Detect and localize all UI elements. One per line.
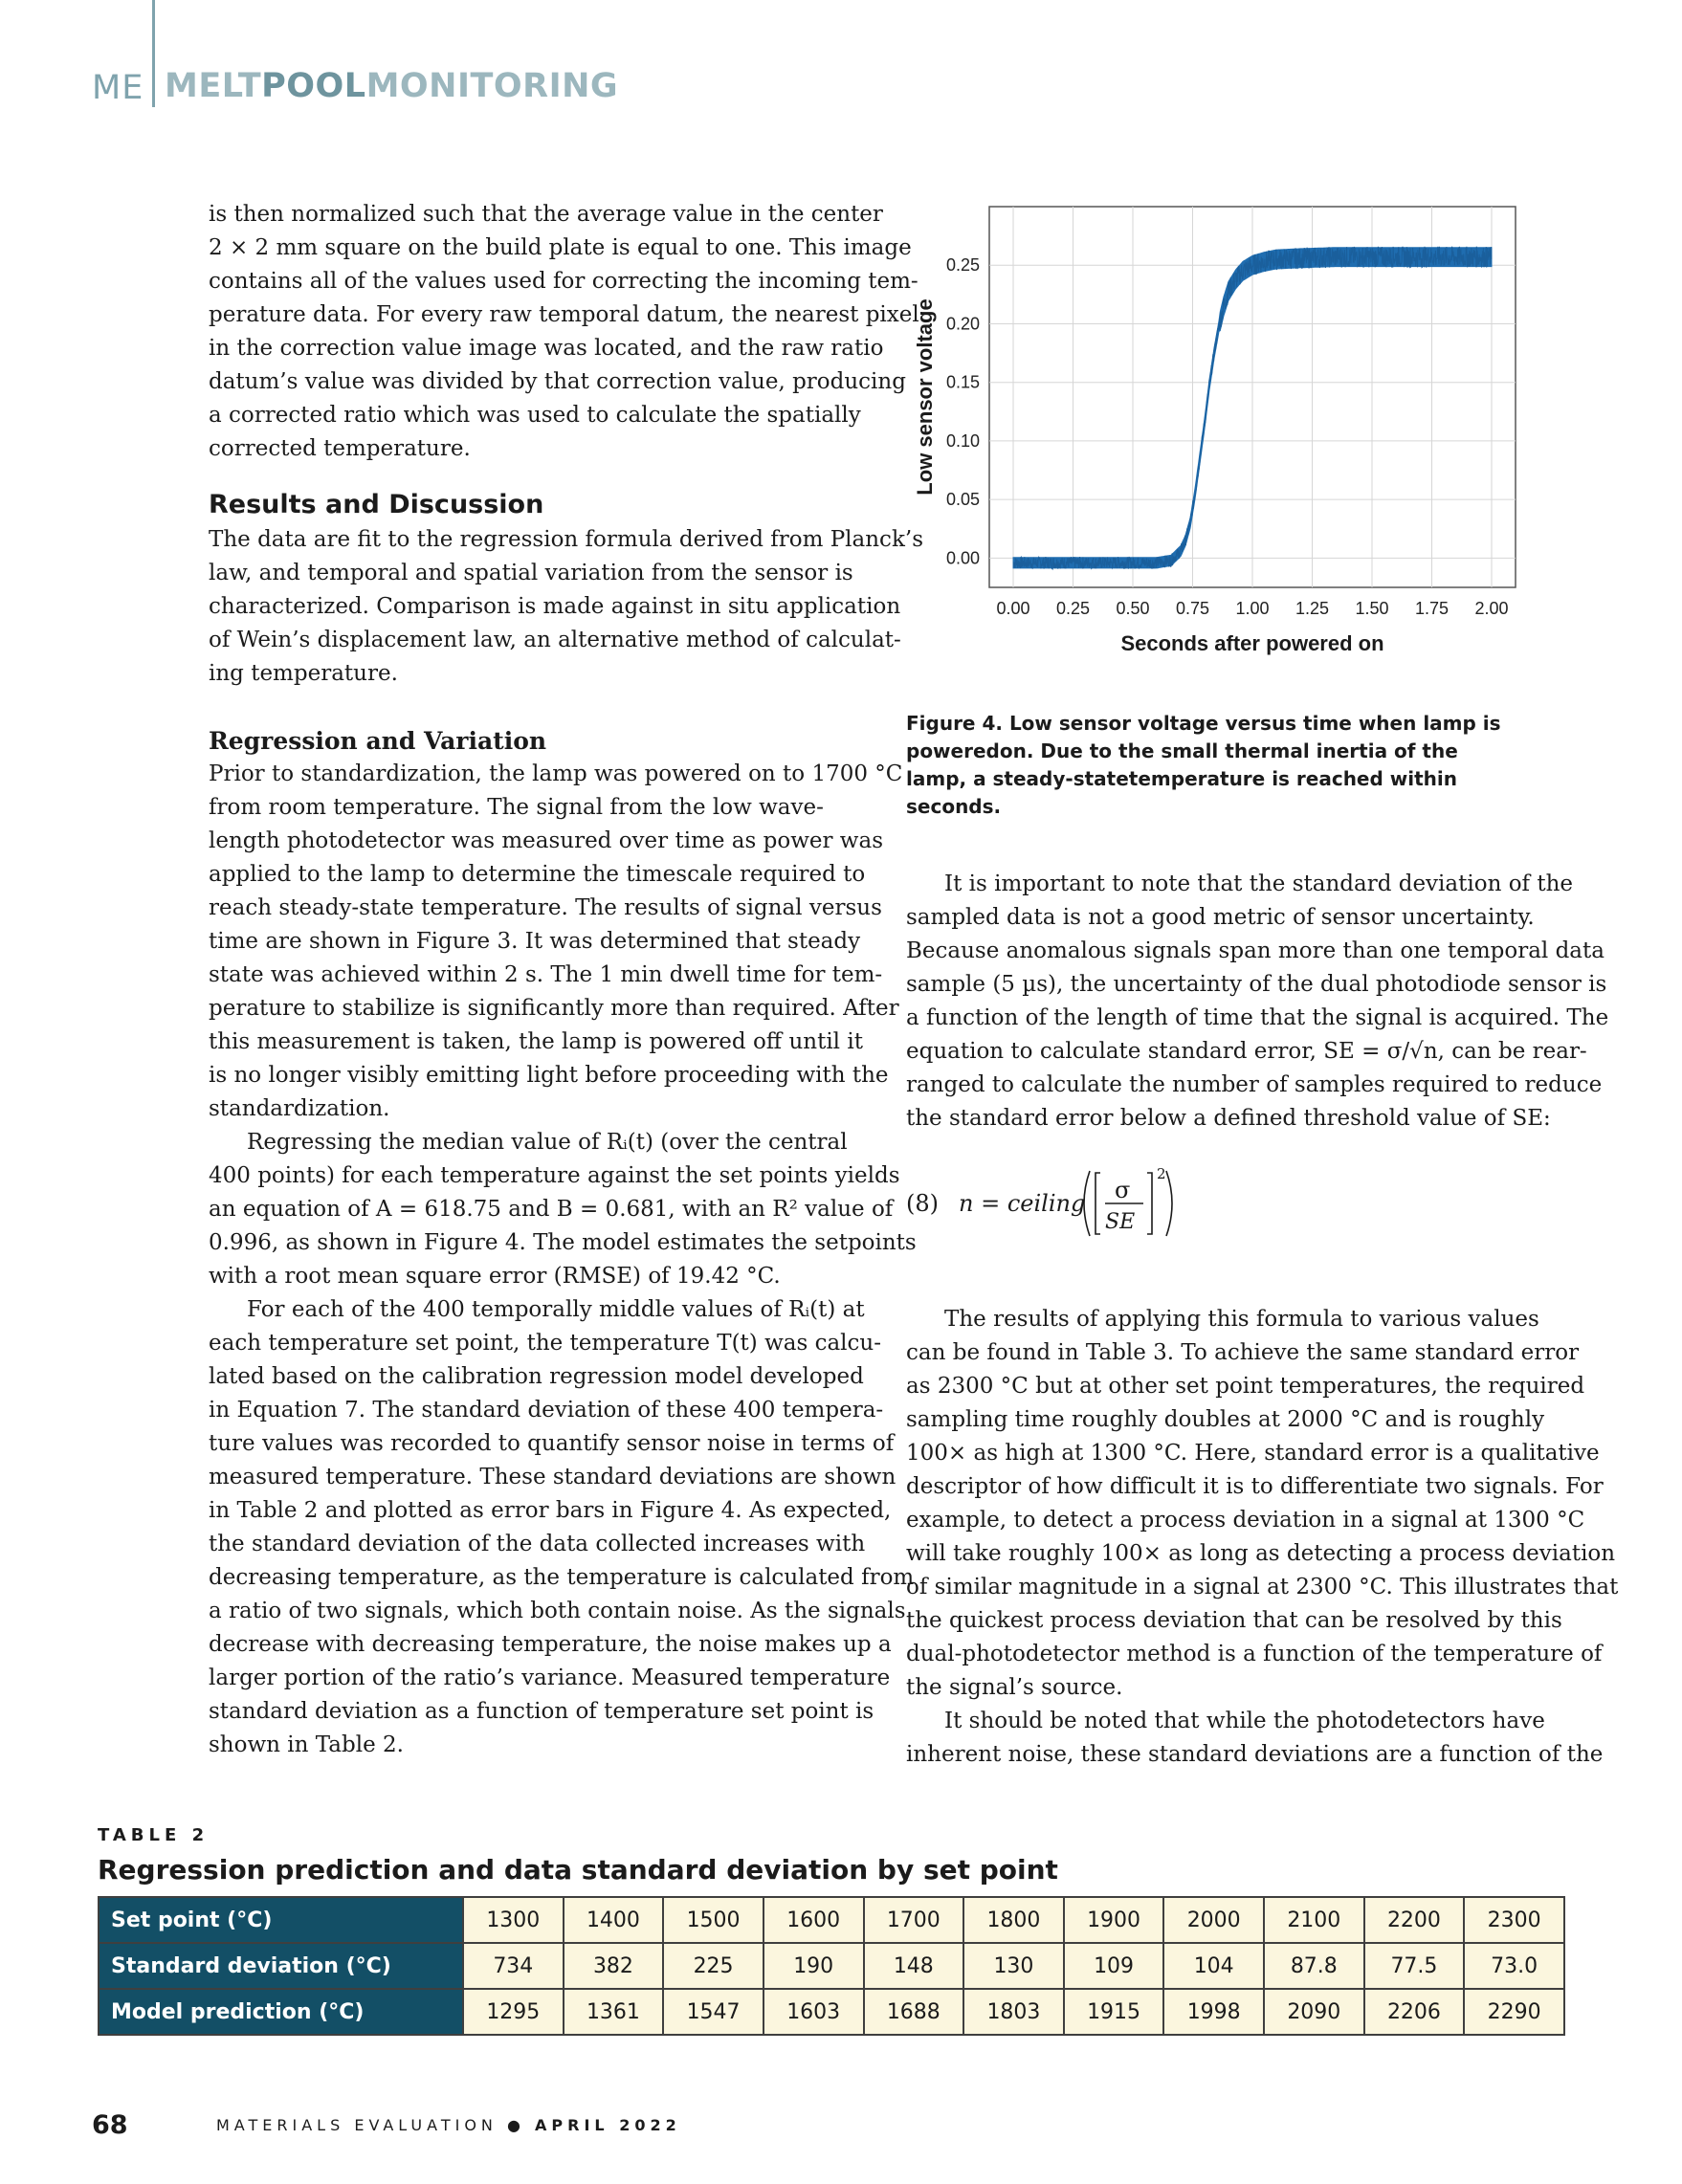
text-line: characterized. Comparison is made against in situ application [209,594,901,619]
text-line: the standard error below a defined threshold value of SE: [906,1106,1551,1131]
text-line: in the correction value image was located, and the raw ratio [209,336,884,361]
text-line: contains all of the values used for correcting the incoming tem- [209,269,918,294]
table-cell: 1915 [1064,1989,1164,2035]
text-line: the quickest process deviation that can be resolved by this [906,1608,1562,1633]
text-line: The results of applying this formula to various values [944,1307,1539,1332]
text-line: 100× as high at 1300 °C. Here, standard error is a qualitative [906,1441,1600,1466]
y-tick-label: 0.10 [945,430,980,451]
text-line: reach steady-state temperature. The results of signal versus [209,895,882,920]
text-line: in Table 2 and plotted as error bars in Figure 4. As expected, [209,1498,892,1523]
text-line: For each of the 400 temporally middle values of Rᵢ(t) at [247,1297,865,1322]
table-tag: TABLE 2 [98,1825,210,1845]
right-paragraph-2 [906,1303,1619,1705]
right-paragraph-3 [906,1705,1604,1772]
table-row [99,1943,1564,1989]
y-tick-label: 0.00 [945,548,980,568]
intro-paragraph [209,198,919,466]
text-line: a corrected ratio which was used to calculate the spatially [209,403,861,428]
table-cell: 190 [764,1943,864,1989]
heading-regression: Regression and Variation [209,727,547,755]
text-line: ranged to calculate the number of samples required to reduce [906,1072,1603,1097]
table-cell: 1603 [764,1989,864,2035]
table-cell: 734 [463,1943,564,1989]
table-cell: 2300 [1464,1897,1564,1943]
denominator-se: SE [1105,1210,1136,1234]
text-line: applied to the lamp to determine the timescale required to [209,862,866,887]
table-cell: 382 [564,1943,664,1989]
text-line: is no longer visibly emitting light before proceeding with the [209,1063,889,1088]
row-header: Set point (°C) [99,1897,463,1943]
text-line: perature to stabilize is significantly more than required. After [209,996,899,1021]
left-column [209,198,923,1762]
text-line: sampling time roughly doubles at 2000 °C and is roughly [906,1407,1545,1432]
x-tick-label: 1.50 [1355,599,1389,618]
text-line: temperature is reached within seconds. [906,767,1457,818]
text-line: lated based on the calibration regression model developed [209,1364,864,1389]
text-line: sampled data is not a good metric of sensor uncertainty. [906,905,1535,930]
text-line: in Equation 7. The standard deviation of these 400 tempera- [209,1398,884,1423]
text-line: shown in Table 2. [209,1732,404,1757]
text-line: example, to detect a process deviation in a signal at 1300 °C [906,1508,1585,1533]
table-cell: 1400 [564,1897,664,1943]
table-cell: 1700 [864,1897,964,1943]
table-2 [98,1896,1565,2036]
table-cell: 73.0 [1464,1943,1564,1989]
table-cell: 1500 [663,1897,764,1943]
table-cell: 1600 [764,1897,864,1943]
table-cell: 225 [663,1943,764,1989]
journal-footer: MATERIALS EVALUATION ● APRIL 2022 [216,2116,681,2134]
text-line: as 2300 °C but at other set point temperatures, the required [906,1374,1585,1399]
regression-paragraph-1 [209,758,903,1126]
text-line: It is important to note that the standard deviation of the [944,871,1574,896]
table-cell: 87.8 [1264,1943,1364,1989]
table-cell: 1998 [1163,1989,1264,2035]
table-cell: 1361 [564,1989,664,2035]
equation-number: (8) [906,1190,939,1217]
x-tick-label: 1.25 [1295,599,1330,618]
text-line: datum’s value was divided by that correction value, producing [209,369,906,394]
y-tick-label: 0.05 [945,490,980,510]
x-tick-label: 0.50 [1116,599,1150,618]
heading-results: Results and Discussion [209,490,544,519]
table-cell: 2200 [1364,1897,1465,1943]
text-line: ing temperature. [209,661,398,686]
figure-4-chart [899,191,1550,670]
x-tick-label: 0.75 [1175,599,1210,618]
text-line: dual-photodetector method is a function of the temperature of [906,1642,1603,1666]
text-line: inherent noise, these standard deviations are a function of the [906,1742,1604,1767]
text-line: measured temperature. These standard deviations are shown [209,1465,896,1489]
table-cell: 109 [1064,1943,1164,1989]
text-line: Because anomalous signals span more than one temporal data [906,938,1605,963]
y-tick-label: 0.25 [945,255,980,276]
text-line: can be found in Table 3. To achieve the same standard error [906,1340,1580,1365]
table-cell: 148 [864,1943,964,1989]
text-line: Regressing the median value of Rᵢ(t) (over the central [247,1130,848,1155]
table-cell: 1688 [864,1989,964,2035]
table-cell: 2206 [1364,1989,1465,2035]
text-line: length photodetector was measured over time as power was [209,828,884,853]
text-line: 0.996, as shown in Figure 4. The model estimates the setpoints [209,1230,917,1255]
text-line: a ratio of two signals, which both contain noise. As the signals [209,1599,906,1623]
text-line: decreasing temperature, as the temperature is calculated from [209,1565,915,1590]
x-tick-label: 0.25 [1055,599,1091,618]
text-line: decrease with decreasing temperature, the noise makes up a [209,1632,892,1657]
table-cell: 104 [1163,1943,1264,1989]
section-code: ME [92,69,144,107]
right-paren [1166,1171,1172,1236]
y-axis-label: Low sensor voltage [913,298,937,496]
table-cell: 2100 [1264,1897,1364,1943]
text-line: larger portion of the ratio’s variance. Measured temperature [209,1666,891,1690]
table-cell: 77.5 [1364,1943,1465,1989]
right-column-top [906,868,1609,1136]
text-line: It should be noted that while the photodetectors have [944,1709,1545,1733]
section-title: MELTPOOLMONITORING [165,67,619,105]
regression-paragraph-3 [209,1293,915,1762]
text-line: will take roughly 100× as long as detecting a process deviation [906,1541,1616,1566]
text-line: a function of the length of time that the signal is acquired. The [906,1005,1609,1030]
table-cell: 1803 [963,1989,1064,2035]
text-line: standardization. [209,1096,390,1121]
page-number: 68 [92,2110,128,2140]
text-line: with a root mean square error (RMSE) of 19.42 °C. [209,1264,781,1289]
text-line: state was achieved within 2 s. The 1 min dwell time for tem- [209,962,883,987]
numerator-sigma: σ [1115,1177,1131,1203]
x-tick-label: 1.75 [1414,599,1450,618]
header-rule [152,0,155,107]
text-line: of similar magnitude in a signal at 2300 °C. This illustrates that [906,1575,1619,1599]
table-cell: 130 [963,1943,1064,1989]
table-cell: 1547 [663,1989,764,2035]
table-title: Regression prediction and data standard deviation by set point [98,1854,1058,1886]
text-line: descriptor of how difficult it is to differentiate two signals. For [906,1474,1604,1499]
text-line: 400 points) for each temperature against the set points yields [209,1163,900,1188]
text-line: Prior to standardization, the lamp was powered on to 1700 °C [209,761,903,786]
results-paragraph [209,523,923,691]
text-line: is then normalized such that the average value in the center [209,202,883,227]
regression-paragraph-2 [209,1126,917,1293]
text-line: law, and temporal and spatial variation from the sensor is [209,561,853,585]
right-paragraph-1 [906,868,1609,1136]
figure-caption [906,710,1518,821]
text-line: each temperature set point, the temperature T(t) was calcu- [209,1331,882,1356]
text-line: perature data. For every raw temporal datum, the nearest pixel [209,302,919,327]
right-column-bottom [906,1303,1619,1772]
text-line: from room temperature. The signal from the low wave- [209,795,824,820]
text-line: the standard deviation of the data collected increases with [209,1532,866,1556]
text-line: ture values was recorded to quantify sensor noise in terms of [209,1431,895,1456]
right-bracket [1147,1173,1152,1234]
text-line: equation to calculate standard error, SE = σ/√n, can be rear- [906,1039,1587,1064]
text-line: The data are fit to the regression formula derived from Planck’s [209,527,923,552]
text-line: 2 × 2 mm square on the build plate is equal to one. This image [209,235,912,260]
table-row [99,1897,1564,1943]
table-cell: 1300 [463,1897,564,1943]
x-tick-label: 0.00 [996,599,1030,618]
x-tick-label: 2.00 [1474,599,1509,618]
text-line: an equation of A = 618.75 and B = 0.681, with an R² value of [209,1197,894,1222]
row-header: Model prediction (°C) [99,1989,463,2035]
text-line: Figure 4. Low sensor voltage versus time when lamp is powered [906,712,1501,762]
text-line: the signal’s source. [906,1675,1123,1700]
equation-lhs: n = ceiling [959,1190,1086,1217]
table-cell: 1800 [963,1897,1064,1943]
text-line: standard deviation as a function of temperature set point is [209,1699,874,1724]
text-line: on. Due to the small thermal inertia of the lamp, a steady-state [906,739,1458,790]
row-header: Standard deviation (°C) [99,1943,463,1989]
x-axis-label: Seconds after powered on [1120,631,1384,655]
table-row [99,1989,1564,2035]
y-tick-label: 0.15 [945,372,980,392]
equation-8 [906,1156,1193,1257]
x-tick-label: 1.00 [1235,599,1270,618]
table-cell: 1295 [463,1989,564,2035]
text-line: sample (5 µs), the uncertainty of the dual photodiode sensor is [906,972,1607,997]
text-line: corrected temperature. [209,436,471,461]
table-cell: 2290 [1464,1989,1564,2035]
y-tick-label: 0.20 [945,314,980,334]
table-cell: 1900 [1064,1897,1164,1943]
left-bracket [1096,1173,1100,1234]
table-cell: 2000 [1163,1897,1264,1943]
exponent: 2 [1157,1165,1166,1182]
text-line: time are shown in Figure 3. It was determined that steady [209,929,861,954]
text-line: this measurement is taken, the lamp is powered off until it [209,1029,863,1054]
table-cell: 2090 [1264,1989,1364,2035]
text-line: of Wein’s displacement law, an alternative method of calculat- [209,628,901,652]
